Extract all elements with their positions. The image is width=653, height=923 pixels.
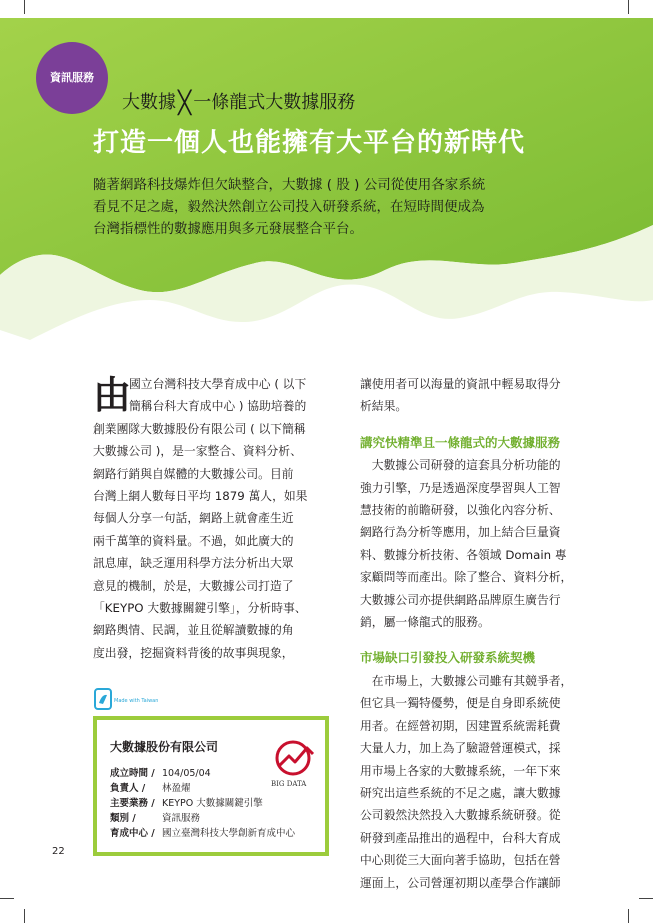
intro-line: 台灣指標性的數據應用與多元發展整合平台。 [93,221,363,237]
made-in-taiwan-icon [93,686,115,712]
body-line: 大數據公司 )，是一家整合、資料分析、 [93,444,302,459]
detail-row [110,796,295,811]
detail-row [110,781,295,796]
body-line: 公司毅然決然投入大數據系統研發。從 [360,808,561,823]
detail-key: 類別 / [110,813,136,824]
body-line: 簡稱台科大育成中心 ) 協助培養的 [129,399,307,414]
paragraph-gap [360,418,600,432]
body-line: 研發到產品推出的過程中，台科大育成 [360,830,561,845]
body-line: 在市場上，大數據公司雖有其競爭者， [360,673,573,688]
body-line: 料、數據分析技術、各領域 Domain 專 [360,547,567,562]
body-line: 訊息庫，缺乏運用科學方法分析出大眾 [93,556,294,571]
crop-mark [24,909,25,923]
detail-key: 成立時間 / [110,768,155,779]
left-column [93,373,329,664]
detail-key: 主要業務 / [110,798,155,809]
category-badge: 資訊服務 [36,42,108,114]
intro-line: 看見不足之處，毅然決然創立公司投入研發系統，在短時間便成為 [93,199,485,215]
big-data-logo-text: BIG DATA [271,780,307,788]
body-line: 台灣上網人數每日平均 1879 萬人，如果 [93,489,308,504]
body-line: 研究出這些系統的不足之處，讓大數據 [360,785,561,800]
body-line: 國立台灣科技大學育成中心 ( 以下 [129,377,307,391]
body-line: 創業團隊大數據股份有限公司 ( 以下簡稱 [93,421,306,436]
crop-mark [0,898,14,899]
section-heading: 市場缺口引發投入研發系統契機 [360,650,536,666]
body-line: 但它具一獨特優勢，便是自身即系統使 [360,696,561,711]
body-line: 網路行為分析等應用，加上結合巨量資 [360,525,561,540]
body-line: 意見的機制，於是，大數據公司打造了 [93,578,294,593]
body-line: 運面上，公司營運初期以產學合作讓師 [360,875,561,890]
body-line: 「KEYPO 大數據關鍵引擎」，分析時事、 [93,601,307,616]
company-details [110,766,295,841]
body-line: 大數據公司亦提供網路品牌原生廣告行 [360,592,561,607]
paragraph-gap [360,633,600,647]
detail-key: 育成中心 / [110,828,155,839]
intro-line: 隨著網路科技爆炸但欠缺整合，大數據 ( 股 ) 公司從使用各家系統 [93,177,486,193]
body-line: 兩千萬筆的資料量。不過，如此廣大的 [93,533,294,548]
body-line: 網路輿情、民調，並且從解讀數據的角 [93,623,294,638]
subtitle-left: 大數據 [122,92,176,113]
made-in-taiwan-label: Made with Taiwan [114,698,159,704]
body-line: 大量人力，加上為了驗證營運模式，採 [360,741,561,756]
detail-row [110,766,295,781]
detail-row [110,811,295,826]
crop-mark [628,909,629,923]
body-line: 中心則從三大面向著手協助，包括在營 [360,853,561,868]
crop-mark [639,898,653,899]
body-line: 大數據公司研發的這套具分析功能的 [360,458,561,473]
body-line: 讓使用者可以海量的資訊中輕易取得分 [360,377,561,391]
article-subtitle [122,88,355,116]
subtitle-right: 一條龍式大數據服務 [193,92,356,113]
detail-value: 林盈燿 [162,783,191,794]
intro-paragraph [93,174,593,240]
body-line: 度出發，挖掘資料背後的故事與現象， [93,645,294,660]
section-heading: 講究快精準且一條龍式的大數據服務 [360,434,561,450]
company-name: 大數據股份有限公司 [110,740,219,754]
page-number: 22 [52,846,65,857]
detail-value: 資訊服務 [162,813,201,824]
body-line: 慧技術的前瞻研發，以強化內容分析、 [360,503,561,518]
body-line: 銷，屬一條龍式的服務。 [360,615,490,630]
detail-value: KEYPO 大數據關鍵引擎 [162,798,263,809]
body-line: 家顧問等而產出。除了整合、資料分析， [360,570,573,585]
detail-row [110,826,295,841]
cross-icon: ╳ [178,91,192,116]
body-line: 用者。在經營初期，因建置系統需耗費 [360,718,561,733]
article-title: 打造一個人也能擁有大平台的新時代 [93,128,526,158]
company-info-card [93,716,329,856]
body-line: 每個人分享一句話，網路上就會產生近 [93,511,294,526]
detail-value: 國立臺灣科技大學創新育成中心 [162,828,296,839]
body-line: 網路行銷與自媒體的大數據公司。目前 [93,466,294,481]
body-line: 用市場上各家的大數據系統，一年下來 [360,763,561,778]
detail-value: 104/05/04 [162,768,211,779]
detail-key: 負責人 / [110,783,146,794]
body-line: 析結果。 [360,399,408,414]
drop-cap: 由 [93,373,132,417]
right-column [360,373,600,894]
body-line: 強力引擎，乃是透過深度學習與人工智 [360,480,561,495]
